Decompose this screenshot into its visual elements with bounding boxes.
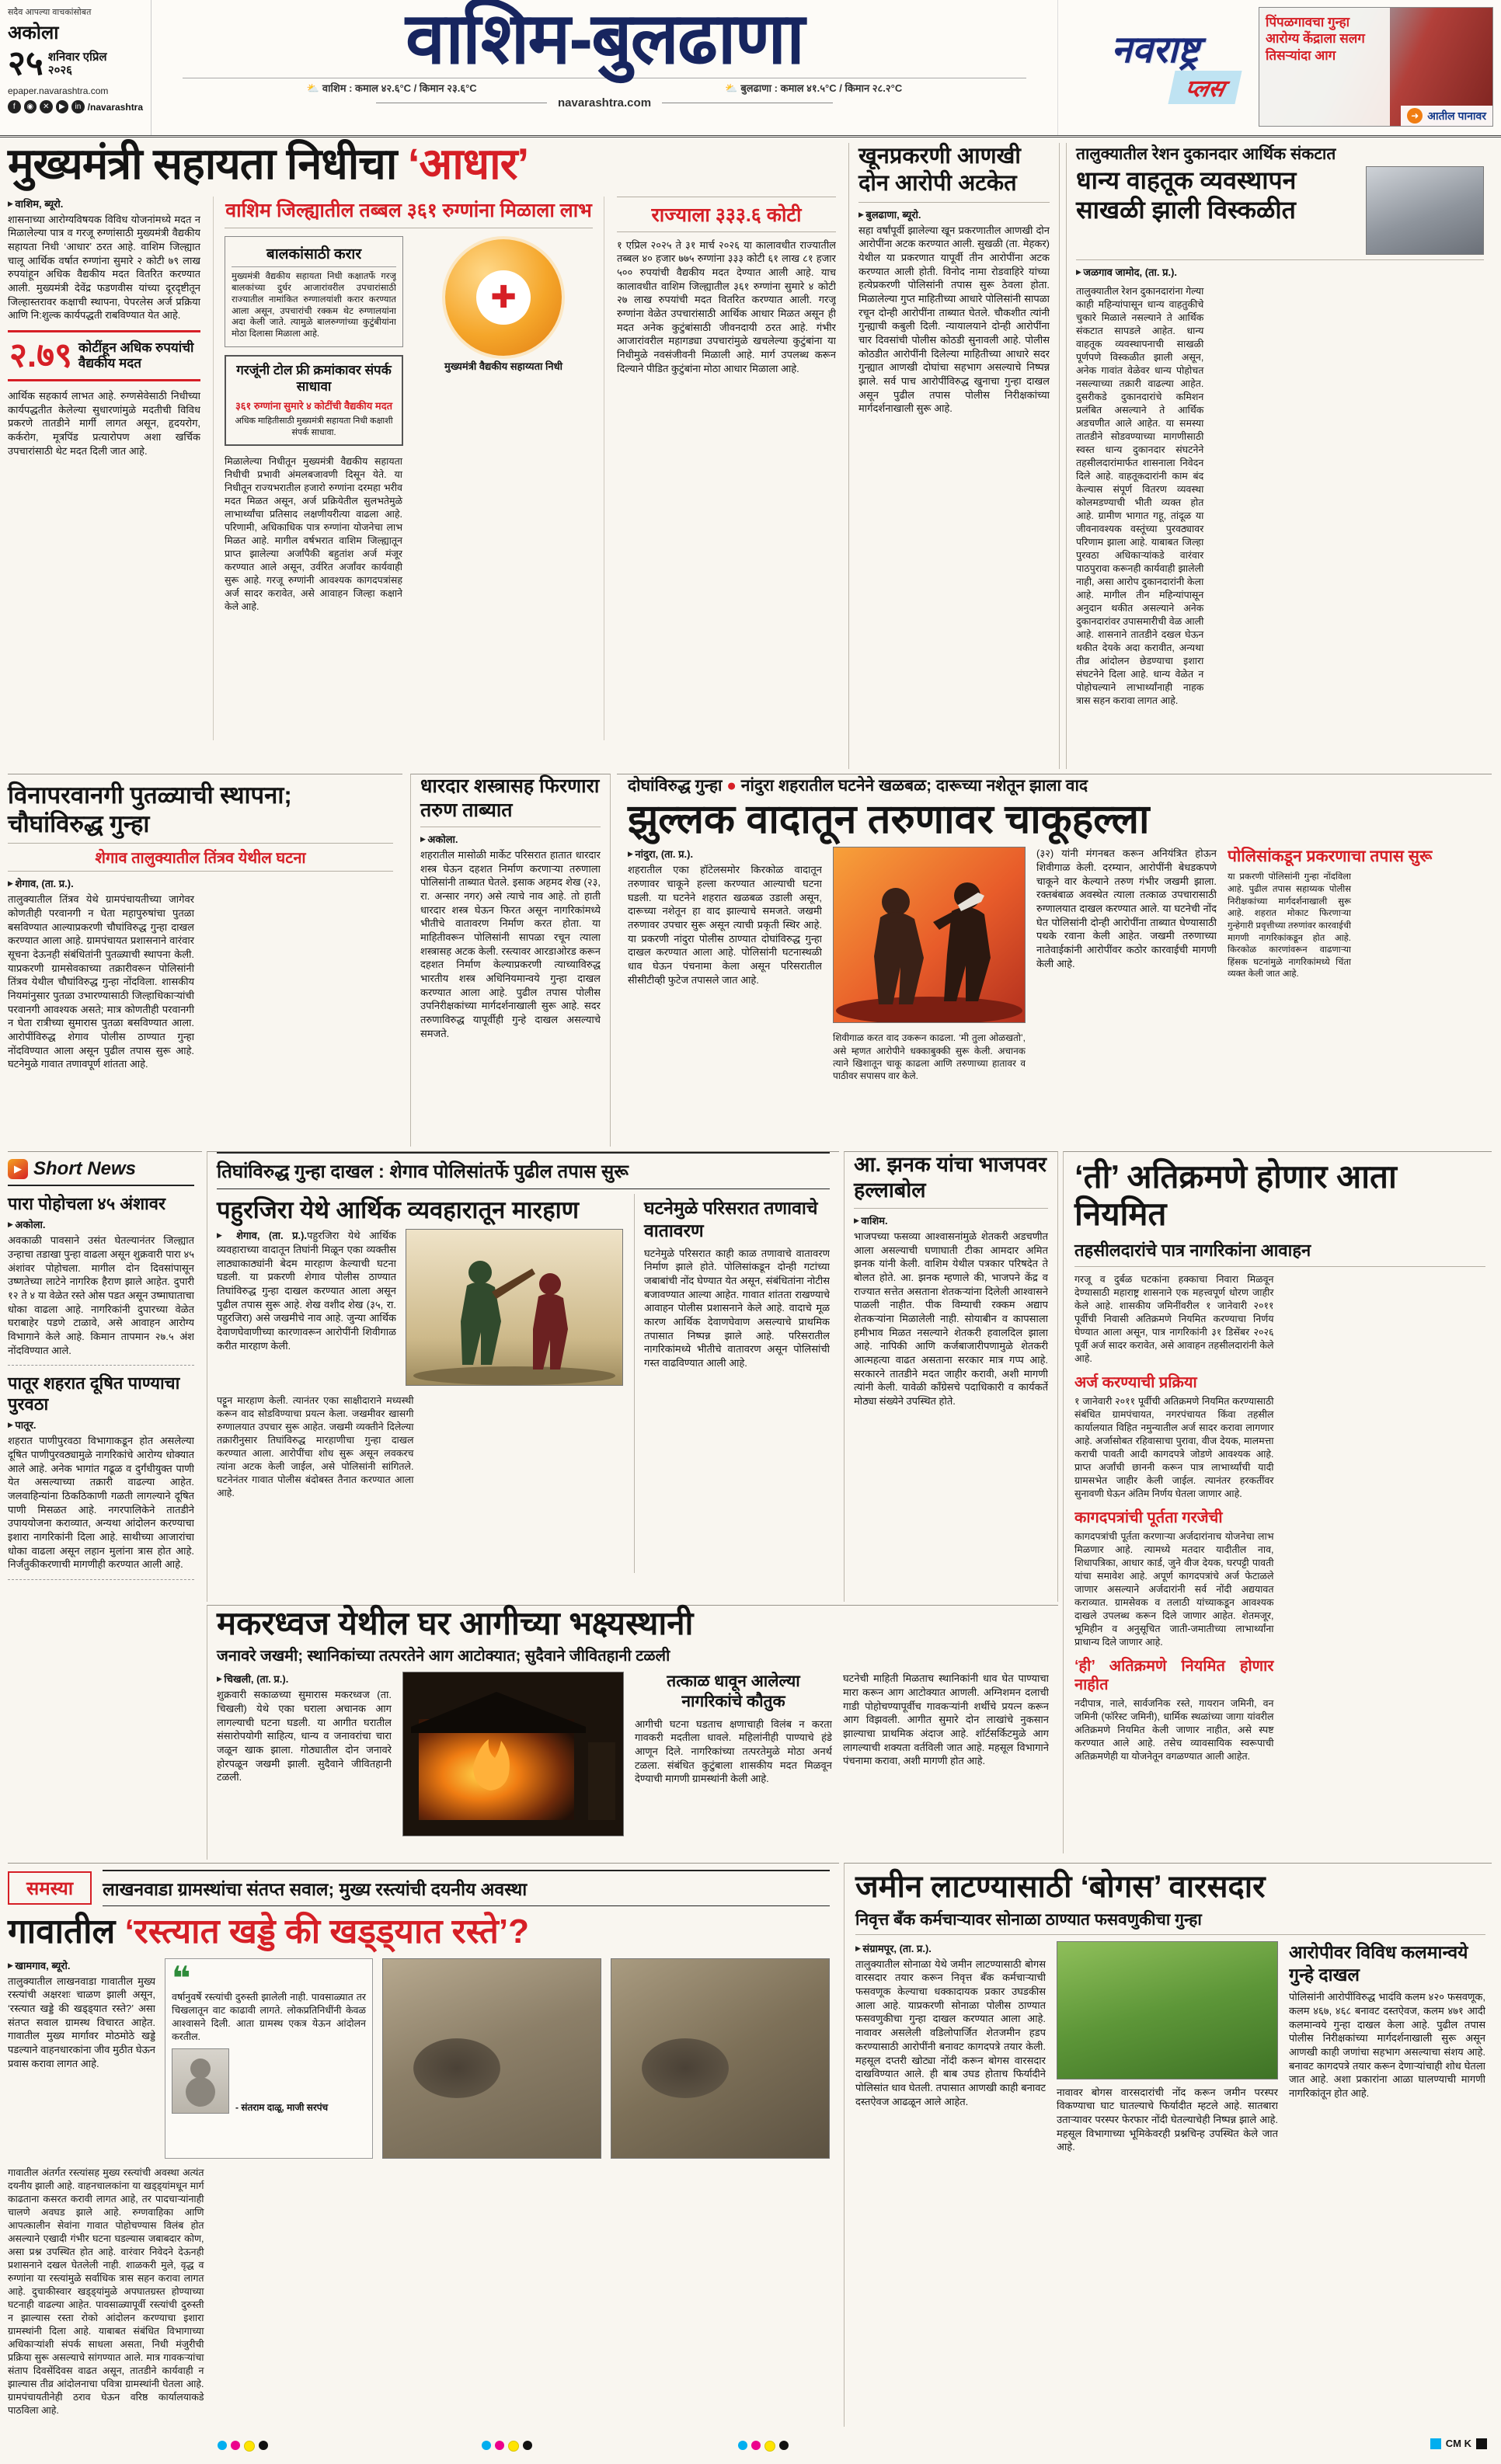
fire-col-2 <box>402 1672 624 1846</box>
article-weapon-youth <box>410 774 611 1147</box>
assault-main <box>217 1194 623 1573</box>
fire-col-4 <box>843 1672 1049 1846</box>
date <box>8 44 143 82</box>
medical-cross-icon: ✚ <box>476 270 531 325</box>
lead-col-1 <box>8 197 200 740</box>
cmyk-dots <box>218 2441 268 2452</box>
linkedin-icon[interactable]: in <box>71 100 85 113</box>
teaser-title: पिंपळगावचा गुन्हा आरोग्य केंद्राला सलग तिसऱ्यांदा आग <box>1259 8 1390 126</box>
bullet-icon: ● <box>726 777 737 795</box>
body-text: घटनेची माहिती मिळताच स्थानिकांनी धाव घेत पाण्याचा मारा करून आग आटोक्यात आणली. अग्निशमन दलाची गाडी पोहोचण्यापूर्वीच गावकऱ्यांनी शर्थीचे प्रयत्न करून आग विझवली. आगीत सुमारे दोन लाखांचे नुकसान झाल्याचा प्राथमिक अंदाज आहे. शॉर्टसर्किटमुळे आग लागल्याची शक्यता वर्तविली जात आहे. महसूल विभागाने पंचनामा करावा, अशी मागणी होत आहे. <box>843 1672 1049 1767</box>
lead-col-4 <box>617 197 836 740</box>
teaser-more[interactable] <box>1401 106 1492 126</box>
article-assault <box>207 1151 839 1602</box>
cyan-dot <box>482 2441 491 2450</box>
highlight-box <box>8 330 200 381</box>
article-knife-attack <box>617 774 1492 1147</box>
teaser-more-label: आतील पानावर <box>1427 109 1486 122</box>
body-text: या प्रकरणी पोलिसांनी गुन्हा नोंदविला आहे. पुढील तपास सहाय्यक पोलीस निरीक्षकांच्या मार्गदर्शनाखाली सुरू आहे. शहरात मोकाट फिरणाऱ्या गुन्हेगारी प्रवृत्तीच्या तरुणांवर कारवाईची मागणी नागरिकांकडून होत आहे. किरकोळ कारणांवरून वाढणाऱ्या हिंसक घटनांमुळे नागरिकांमध्ये चिंता व्यक्त केली जात आहे. <box>1228 872 1351 980</box>
article-subhead: जनावरे जखमी; स्थानिकांच्या तत्परतेने आग आटोक्यात; सुदैवाने जीवितहानी टळली <box>217 1648 670 1665</box>
roads-col-1 <box>8 1958 155 2159</box>
magenta-dot <box>751 2441 761 2450</box>
body-text: शहरातील एका हॉटेलसमोर किरकोळ वादातून तरुणावर चाकूने हल्ला करण्यात आल्याची घटना घडली. या घटनेने शहरात खळबळ उडाली असून, दारूच्या नशेतून हा वाद झाल्याचे समजते. जखमी तरुणावर उपचार सुरू असून त्याची प्रकृती स्थिर आहे. या प्रकरणी नांदुरा पोलीस ठाण्यात दोघांविरुद्ध गुन्हा दाखल करण्यात आला आहे. पोलिसांनी घटनास्थळी धाव घेऊन पंचनामा केला असून परिसरातील सीसीटीव्ही फुटेज तपासले जात आहे. <box>628 864 822 986</box>
article-headline: धारदार शस्त्रासह फिरणारा तरुण ताब्यात <box>420 775 600 821</box>
body-text: मिळालेल्या निधीतून मुख्यमंत्री वैद्यकीय सहायता निधीची प्रभावी अंमलबजावणी दिसून येते. या निधीतून राज्यभरातील हजारो रुग्णांना दरमहा भरीव मदत मिळत असून, अर्ज प्रक्रियेतील सुलभतेमुळे लाभार्थ्यांचा प्रतिसाद लक्षणीयरीत्या वाढला आहे. परिणामी, अधिकाधिक पात्र रुग्णांना योजनेचा लाभ मिळत आहे. मागील वर्षभरात वाशिम जिल्ह्यातून प्राप्त झालेल्या अर्जांपैकी बहुतांश अर्ज मंजूर करण्यात आले असून, उर्वरित अर्जांवर कार्यवाही सुरू आहे. गरजू रुग्णांनी आवश्यक कागदपत्रांसह अर्ज सादर करावेत, असे आवाहन जिल्हा कक्षाने केले आहे. <box>225 456 402 613</box>
weather-washim-text: वाशिम : कमाल ४२.६°C / किमान २३.६°C <box>322 82 477 94</box>
highlight-text: कोटींहून अधिक रुपयांची वैद्यकीय मदत <box>78 339 194 371</box>
magenta-dot <box>495 2441 504 2450</box>
weather-row <box>183 78 1026 95</box>
edition-name: अकोला <box>8 23 59 44</box>
cmyk-dots <box>482 2441 532 2452</box>
cyan-dot <box>218 2441 227 2450</box>
body-text: घटनेमुळे परिसरात काही काळ तणावाचे वातावरण निर्माण झाले होते. पोलिसांकडून दोन्ही गटांच्या जबाबांची नोंद घेण्यात येत असून, संबंधितांना नोटीस बजावण्यात आल्या आहेत. गावात शांतता राखण्याचे आवाहन पोलीस प्रशासनाने केले आहे. वादाचे मूळ कारण आर्थिक देवाणघेवाण असल्याचे प्राथमिक तपासात निष्पन्न झाले आहे. परिसरातील नागरिकांमध्ये भीतीचे वातावरण असून पोलिसांची गस्त वाढविण्यात आली आहे. <box>644 1247 830 1369</box>
body-text: पट्टून मारहाण केली. त्यानंतर एका साक्षीदाराने मध्यस्थी करून वाद सोडविण्याचा प्रयत्न केला. जखमीवर खासगी रुग्णालयात उपचार सुरू आहेत. जखमी व्यक्तीने दिलेल्या तक्रारीनुसार तिघांविरुद्ध मारहाणीचा गुन्हा दाखल करण्यात आला. आरोपींचा शोध सुरू असून लवकरच त्यांना अटक केली जाईल, असे पोलिसांनी सांगितले. घटनेनंतर गावात पोलीस बंदोबस्त तैनात करण्यात आला आहे. <box>217 1395 414 1499</box>
article-murder-arrests <box>848 143 1060 769</box>
fire-col-1 <box>217 1672 392 1846</box>
quote-card <box>165 1958 373 2159</box>
byline: ▶ संग्रामपूर, (ता. प्र.). <box>855 1941 1046 1955</box>
tollfree-note: अधिक माहितीसाठी मुख्यमंत्री सहायता निधी कक्षाशी संपर्क साधावा. <box>235 416 393 438</box>
yellow-dot <box>508 2441 519 2452</box>
fire-photo <box>402 1672 624 1836</box>
road-photo-2-wrap <box>611 1958 830 2159</box>
body-text: पोलिसांनी आरोपींविरुद्ध भादंवि कलम ४२० फसवणूक, कलम ४६७, ४६८ बनावट दस्तऐवज, कलम ४७१ आदी कलमान्वये गुन्हा दाखल केला आहे. पुढील तपास पोलीस निरीक्षकांच्या मार्गदर्शनाखाली सुरू असून आणखी काही जणांचा सहभाग असल्याचा संशय आहे. बनावट कागदपत्रे तयार करून देणाऱ्यांचाही शोध घेतला जात आहे. अशा प्रकारांना आळा घालण्याची मागणी नागरिकांतून होत आहे. <box>1289 1991 1485 2099</box>
knife-col-4 <box>1228 847 1484 1119</box>
social-row <box>8 100 143 113</box>
divider <box>1076 259 1484 260</box>
byline: ▶ चिखली, (ता. प्र.). <box>217 1672 392 1686</box>
article-headline: पारा पोहोचला ४५ अंशावर <box>8 1194 165 1213</box>
tagline: सदैव आपल्या वाचकांसोबत <box>8 8 92 17</box>
header-center <box>151 0 1057 135</box>
lead-headline <box>8 140 836 189</box>
weather-buldhana-text: बुलढाणा : कमाल ४१.५°C / किमान २८.२°C <box>740 82 903 94</box>
land-col-2 <box>1057 1941 1278 2376</box>
youtube-icon[interactable]: ▶ <box>56 100 69 113</box>
body-text: (३२) यांनी मंगनबत करून अनियंत्रित होऊन शिवीगाळ केली. दरम्यान, आरोपींनी बेधडकपणे चाकूने वार केल्याने तरुण गंभीर जखमी झाला. रक्तबंबाळ अवस्थेत त्याला तत्काळ उपचारासाठी रुग्णालयात दाखल करण्यात आले. या घटनेची नोंद घेत पोलिसांनी दोन्ही आरोपींना ताब्यात घेण्यासाठी पथके रवाना केली आहेत. जखमी तरुणाच्या नातेवाईकांनी आरोपींवर कठोर कारवाईची मागणी केली आहे. <box>1036 847 1217 969</box>
knife-attack-illustration <box>833 847 1026 1023</box>
article-headline: मकरध्वज येथील घर आगीच्या भक्ष्यस्थानी <box>217 1605 694 1641</box>
short-news-column <box>8 1151 202 1853</box>
magenta-dot <box>231 2441 240 2450</box>
article-headline: पातूर शहरात दूषित पाण्याचा पुरवठा <box>8 1373 180 1414</box>
fund-logo-caption: मुख्यमंत्री वैद्यकीय सहाय्यता निधी <box>444 360 562 372</box>
ration-meeting-photo <box>1366 166 1484 255</box>
quote-text: वर्षानुवर्षे रस्त्यांची दुरुस्ती झालेली नाही. पावसाळ्यात तर चिखलातून वाट काढावी लागते. लोकप्रतिनिधींनी केवळ आश्वासने दिली. आता ग्रामस्थ एकत्र येऊन आंदोलन करतील. <box>172 1992 366 2042</box>
body-paragraph: १ जानेवारी २०११ पूर्वीची अतिक्रमणे नियमित करण्यासाठी संबंधित ग्रामपंचायत, नगरपंचायत किंवा तहसील कार्यालयात विहित नमुन्यातील अर्ज सादर करावा लागणार आहे. अर्जासोबत रहिवासाचा पुरावा, वीज देयक, मालमत्ता कराची पावती आदी कागदपत्रे जोडणे आवश्यक आहे. प्राप्त अर्जांची छाननी करून पात्र लाभार्थ्यांची यादी ग्रामसभेत जाहीर केली जाईल. त्यानंतर हरकतींवर सुनावणी घेऊन अंतिम निर्णय घेतला जाणार आहे. <box>1074 1395 1274 1499</box>
black-square <box>1476 2438 1487 2449</box>
body-text: शासनाच्या आरोग्यविषयक विविध योजनांमध्ये मदत न मिळालेल्या पात्र व गरजू रुग्णांसाठी मुख्यमंत्री वैद्यकीय सहायता निधी ‘आधार’ ठरत आहे. वाशिम जिल्ह्यात चालू आर्थिक वर्षात रुग्णांना सुमारे २ कोटी ७९ लाख रुपयांहून अधिक वैद्यकीय मदत वितरित करण्यात आली. मुख्यमंत्री देवेंद्र फडणवीस यांच्या दूरदृष्टीतून जिल्हास्तरावर कक्षाची स्थापना, पेपरलेस अर्ज प्रक्रिया आणि नि:शुल्क कार्यपद्धती राबविण्यात येत आहे. <box>8 213 200 322</box>
body-paragraph: कागदपत्रांची पूर्तता करणाऱ्या अर्जदारांनाच योजनेचा लाभ मिळणार आहे. त्यामध्ये मतदार यादीतील नाव, शिधापत्रिका, आधार कार्ड, जुने वीज देयक, घरपट्टी पावती यांचा समावेश आहे. अपूर्ण कागदपत्रांचे अर्ज फेटाळले जाणार असल्याने अर्जदारांनी सर्व नोंदी अद्ययावत कराव्यात. ग्रामसेवक व तलाठी यांच्याकडून आवश्यक दाखले उपलब्ध करून दिले जाणार आहेत. शेतमजूर, भूमिहीन व अनुसूचित जाती-जमातीच्या लाभार्थ्यांना प्राधान्य दिले जाणार आहे. <box>1074 1530 1274 1648</box>
cyan-dot <box>738 2441 747 2450</box>
body-text: गावातील अंतर्गत रस्त्यांसह मुख्य रस्त्यांची अवस्था अत्यंत दयनीय झाली आहे. वाहनचालकांना या खड्ड्यांमधून मार्ग काढताना कसरत करावी लागत आहे, तर पादचाऱ्यांनाही चालणे अवघड झाले आहे. रुग्णवाहिका आणि आपत्कालीन सेवांना गावात पोहोचण्यास विलंब होत असल्याने एखादी गंभीर घटना घडल्यास जबाबदार कोण, असा प्रश्न उपस्थित होत आहे. वारंवार निवेदने देऊनही प्रशासनाने दखल घेतलेली नाही. शाळकरी मुले, वृद्ध व रुग्णांना या रस्त्यांमुळे सर्वाधिक त्रास सहन करावा लागत आहे. दुचाकीस्वार खड्ड्यांमुळे अपघातग्रस्त होण्याच्या घटनाही वाढल्या आहेत. पावसाळ्यापूर्वी रस्त्यांची दुरुस्ती न झाल्यास रस्ता रोको आंदोलन करण्याचा इशारा ग्रामस्थांनी दिला आहे. याबाबत संबंधित विभागाच्या अधिकाऱ्यांशी संपर्क साधला असता, निधी मंजुरीची प्रक्रिया सुरू असल्याचे सांगण्यात आले. मात्र गावकऱ्यांचा संताप दिवसेंदिवस वाढत असून, तातडीने कार्यवाही न झाल्यास तीव्र आंदोलनाचा पवित्रा ग्रामस्थांनी घेतला आहे. ग्रामपंचायतीनेही ठराव घेऊन वरिष्ठ कार्यालयाकडे पाठविला आहे. <box>8 2166 204 2416</box>
yellow-dot <box>764 2441 775 2452</box>
sub-article-headline: पोलिसांकडून प्रकरणाचा तपास सुरू <box>1228 847 1433 866</box>
karar-body: मुख्यमंत्री वैद्यकीय सहायता निधी कक्षातर्फे गरजू बालकांच्या दुर्धर आजारांवरील उपचारांसाठी राज्यातील नामांकित रुग्णालयांशी करार करण्यात आला असून, उपचारांची रक्कम थेट रुग्णालयांना अदा केली जाते. त्यामुळे बालरुग्णांच्या कुटुंबीयांना मोठा दिलासा मिळाला आहे. <box>232 271 396 339</box>
instagram-icon[interactable]: ◉ <box>24 100 37 113</box>
article-headline: विनापरवानगी पुतळ्याची स्थापना; चौघांविरुद्ध गुन्हा <box>8 781 292 838</box>
tollfree-title: गरजूंनी टोल फ्री क्रमांकावर संपर्क साधावा <box>236 363 392 394</box>
article-ration-supply <box>1066 143 1492 769</box>
body-text: आर्थिक सहकार्य लाभत आहे. रुग्णसेवेसाठी निधीच्या कार्यपद्धतीत केलेल्या सुधारणांमुळे मदतीची विविध प्रकरणे तातडीने मार्गी लागत असून, हृदयरोग, कर्करोग, मूत्रपिंड प्रत्यारोपण अशा खर्चिक उपचारांसाठी थेट मदत दिली जात आहे. <box>8 390 200 457</box>
kicker-label: दोघांविरुद्ध गुन्हा <box>628 777 723 795</box>
section-title: कागदपत्रांची पूर्तता गरजेची <box>1074 1509 1223 1526</box>
weather-buldhana <box>725 81 902 95</box>
article-statue-case <box>8 774 402 1147</box>
lead-col-mid <box>213 197 604 740</box>
masthead-title: वाशिम-बुलढाणा <box>406 0 803 78</box>
byline: ▶ बुलढाणा, ब्यूरो. <box>858 207 1050 221</box>
byline: ▶ वाशिम, ब्यूरो. <box>8 197 200 211</box>
article-lead <box>8 140 844 769</box>
sub-article-headline: घटनेमुळे परिसरात तणावाचे वातावरण <box>644 1198 818 1241</box>
article-kicker <box>628 774 1484 796</box>
play-icon: ▶ <box>8 1159 28 1179</box>
body-text: शहरात पाणीपुरवठा विभागाकडून होत असलेल्या दूषित पाणीपुरवठ्यामुळे नागरिकांचे आरोग्य धोक्यात आले आहे. अनेक भागांत गढूळ व दुर्गंधीयुक्त पाणी येत असल्याच्या तक्रारी वाढल्या आहेत. जलवाहिन्यांना ठिकठिकाणी गळती लागल्याने दूषित पाणी मिसळत आहे. नगरपालिकेने तातडीने उपाययोजना कराव्यात, अन्यथा आंदोलन करण्याचा इशारा नागरिकांनी दिला आहे. साथीच्या आजारांचा धोका वाढला असून लहान मुलांना त्रास होत आहे. निर्जंतुकीकरणाची मागणीही करण्यात आली आहे. <box>8 1435 194 1571</box>
tollfree-box <box>225 355 403 446</box>
weather-icon: ⛅ <box>306 82 319 94</box>
byline: ▶ खामगाव, ब्यूरो. <box>8 1958 155 1972</box>
byline: ▶ अकोला. <box>8 1217 194 1231</box>
knife-col-1 <box>628 847 822 1119</box>
header-left <box>0 0 151 135</box>
article-headline: पहुरजिरा येथे आर्थिक व्यवहारातून मारहाण <box>217 1196 580 1223</box>
highlight-number: २.७९ <box>9 336 72 375</box>
strip-headline: लाखनवाडा ग्रामस्थांचा संतप्त सवाल; मुख्य रस्त्यांची दयनीय अवस्था <box>103 1870 830 1906</box>
short-news-title: Short News <box>33 1158 137 1179</box>
road-photo-1-wrap <box>382 1958 601 2159</box>
land-col-1 <box>855 1941 1046 2376</box>
teaser-promo[interactable] <box>1259 7 1493 127</box>
pothole-road-photo <box>382 1958 601 2159</box>
weather-washim <box>307 81 477 95</box>
fund-logo-circle <box>445 239 562 356</box>
body-text: १ एप्रिल २०२५ ते ३१ मार्च २०२६ या कालावधीत राज्यातील तब्बल ४० हजार ७७५ रुग्णांना ३३३ कोटी ६१ लाख ८१ हजार ५०० रुपयांची वैद्यकीय मदत देण्यात आली आहे. याच कालावधीत वाशिम जिल्ह्यातील ३६१ रुग्णांना सुमारे ४ कोटी २७ लाख रुपयांची मदत वितरित करण्यात आली. गरजू रुग्णांना वेळेत उपचारांसाठी आर्थिक आधार मिळत असून ही मदत अनेक कुटुंबांसाठी जीवनदायी ठरत आहे. गंभीर आजारांवरील महागड्या उपचारांमुळे खचलेल्या कुटुंबांना या निधीमुळे नवसंजीवनी मिळाली आहे. मार्ग उपलब्ध करून दिल्याने पीडित कुटुंबांना मोठा आधार मिळाला आहे. <box>617 238 836 374</box>
byline: ▶ पातूर. <box>8 1418 194 1432</box>
social-handle: /navarashtra <box>87 101 144 113</box>
date-rest: शनिवार एप्रिल २०२६ <box>47 50 107 77</box>
sarpanch-portrait <box>172 2048 229 2114</box>
karar-title: बालकांसाठी करार <box>232 243 396 267</box>
print-registration-marks <box>0 2434 1501 2461</box>
cmyk-dots <box>738 2441 789 2452</box>
knife-col-3 <box>1036 847 1217 1119</box>
problem-label: समस्या <box>8 1871 92 1905</box>
lead-subhead-right: राज्याला ३३३.६ कोटी <box>617 197 836 232</box>
quote-credit: - संतराम दाळू, माजी सरपंच <box>235 2101 329 2113</box>
sub-article-headline: आरोपीवर विविध कलमान्वये गुन्हे दाखल <box>1289 1941 1468 1985</box>
masthead-header <box>0 0 1501 137</box>
article-subhead: शेगाव तालुक्यातील तिंत्रव येथील घटना <box>8 843 393 872</box>
article-subhead: निवृत्त बँक कर्मचाऱ्यावर सोनाळा ठाण्यात फसवणुकीचा गुन्हा <box>855 1905 1485 1935</box>
quote-icon: ❝ <box>172 1959 191 1996</box>
body-text: भाजपच्या फसव्या आश्वासनांमुळे शेतकरी अडचणीत आला असल्याची घणाघाती टीका आमदार अमित झनक यांनी केली. वाशिम येथील पत्रकार परिषदेत ते बोलत होते. आ. झनक म्हणाले की, भाजपने केंद्र व राज्यात सत्तेत असताना शेतकऱ्यांना दिलेली आश्वासने पाळली नाहीत. पीक विम्याची रक्कम अद्याप शेतकऱ्यांना मिळालेली नाही. सोयाबीन व कापसाला हमीभाव मिळत नसल्याने शेतकरी हवालदिल झाला आहे. नापिकी आणि कर्जबाजारीपणामुळे शेतकरी आत्महत्या वाढत असताना सरकार मात्र गप्प आहे. सरकारने तातडीने मदत जाहीर करावी, अशी मागणी त्यांनी केली. यावेळी काँग्रेसचे पदाधिकारी व कार्यकर्ते मोठ्या संख्येने उपस्थित होते. <box>854 1230 1048 1407</box>
byline: ▶ शेगाव, (ता. प्र.). <box>217 1230 307 1241</box>
lead-headline-text: मुख्यमंत्री सहायता निधीचा <box>8 139 408 188</box>
website-row <box>151 96 1057 110</box>
headline-text: गावातील <box>8 1912 125 1951</box>
registration-mark <box>1430 2438 1487 2449</box>
sub-article-headline: तत्काळ धावून आलेल्या नागरिकांचे कौतुक <box>667 1672 800 1711</box>
fire-sub-article <box>635 1672 832 1846</box>
body-text: नावावर बोगस वारसदारांची नोंद करून जमीन परस्पर विकण्याचा घाट घातल्याचे फिर्यादीत म्हटले आहे. सातबारा उताऱ्यावर परस्पर फेरफार नोंदी घेतल्याचेही निष्पन्न झाले आहे. महसूल विभागाच्या भूमिकेवरही प्रश्नचिन्ह उपस्थित केले जात आहे. <box>1057 2086 1278 2153</box>
section-title: ‘ही’ अतिक्रमणे नियमित होणार नाहीत <box>1074 1657 1274 1693</box>
section-title: अर्ज करण्याची प्रक्रिया <box>1074 1373 1197 1391</box>
farm-land-photo <box>1057 1941 1278 2079</box>
headline-quote: ‘रस्त्यात खड्डे की खड्ड्यात रस्ते’? <box>124 1912 529 1951</box>
black-dot <box>523 2441 532 2450</box>
article-kicker: तालुक्यातील रेशन दुकानदार आर्थिक संकटात <box>1076 145 1336 163</box>
short-news-item <box>8 1366 194 1580</box>
body-text: सहा वर्षांपूर्वी झालेल्या खून प्रकरणातील आणखी दोन आरोपींना अटक करण्यात आली. सुखळी (ता. मेहकर) येथील या प्रकरणात यापूर्वी तीन आरोपींना अटक करण्यात आली होती. विनोद नामा रोडवाहिरे यांच्या हत्येप्रकरणी पोलिसांनी तपास सुरू ठेवला होता. मिळालेल्या गुप्त माहितीच्या आधारे पोलिसांनी सापळा रचून दोन्ही आरोपींना ताब्यात घेतले. चौकशीत त्यांनी गुन्ह्याची कबुली दिली. न्यायालयाने दोन्ही आरोपींना चार दिवसांची पोलीस कोठडी सुनावली आहे. पोलीस कोठडीत आरोपींनी दिलेल्या माहितीच्या आधारे सदर गुन्ह्यात आणखी दोघांचा सहभाग असल्याचे निष्पन्न झाले. सर्व पाच आरोपींविरुद्ध खुनाचा गुन्हा दाखल असून पुढील तपास पोलीस निरीक्षकांच्या मार्गदर्शनाखाली सुरू आहे. <box>858 224 1050 415</box>
lead-subhead-left: वाशिम जिल्ह्यातील तब्बल ३६१ रुग्णांना मिळाला लाभ <box>225 197 593 228</box>
short-news-item <box>8 1186 194 1366</box>
article-headline: आ. झनक यांचा भाजपवर हल्लाबोल <box>854 1153 1047 1202</box>
tollfree-stats: ३६१ रुग्णांना सुमारे ४ कोटींची वैद्यकीय मदत <box>235 400 393 412</box>
damaged-road-photo <box>611 1958 830 2159</box>
website-link[interactable]: navarashtra.com <box>557 96 652 110</box>
article-jhanak-criticism <box>844 1151 1058 1602</box>
x-icon[interactable]: ✕ <box>40 100 53 113</box>
facebook-icon[interactable]: f <box>8 100 21 113</box>
land-sub-article <box>1289 1941 1485 2376</box>
body-text: तालुक्यातील सोनाळा येथे जमीन लाटण्यासाठी बोगस वारसदार तयार करून निवृत्त बँक कर्मचाऱ्याची फसवणूक केल्याचा धक्कादायक प्रकार उघडकीस आला आहे. याप्रकरणी सोनाळा पोलीस ठाण्यात फसवणुकीचा गुन्हा दाखल करण्यात आला आहे. नावावर असलेली वडिलोपार्जित शेतजमीन हडप करण्यासाठी आरोपींनी बनावट कागदपत्रे तयार केली. महसूल दप्तरी खोट्या नोंदी करून बोगस वारसदार दाखविण्यात आले. ही बाब उघड होताच फिर्यादीने पोलिसांत धाव घेतली. तपासात आणखी काही बनावट दस्तऐवज आढळून आले आहेत. <box>855 1958 1046 2107</box>
body-text: शुक्रवारी सकाळच्या सुमारास मकरध्वज (ता. चिखली) येथे एका घराला अचानक आग लागल्याची घटना घडली. या आगीत घरातील संसारोपयोगी साहित्य, धान्य व जनावरांचा चारा जळून खाक झाला. गोठ्यातील दोन जनावरे होरपळून जखमी झाली. सुदैवाने जीवितहानी टळली. <box>217 1689 392 1784</box>
registration-label: CM K <box>1445 2438 1471 2449</box>
body-paragraph: गरजू व दुर्बळ घटकांना हक्काचा निवारा मिळवून देण्यासाठी महाराष्ट्र शासनाने एक महत्त्वपूर्ण धोरण जाहीर केले आहे. शासकीय जमिनींवरील १ जानेवारी २०११ पूर्वीची निवासी अतिक्रमणे नियमित करण्याचा निर्णय घेण्यात आला असून, पात्र नागरिकांनी ३१ डिसेंबर २०२६ पूर्वी अर्ज सादर करावेत, असे आवाहन तहसीलदारांनी केले आहे. <box>1074 1273 1274 1364</box>
body-text <box>1074 1273 1485 1848</box>
article-headline: खूनप्रकरणी आणखी दोन आरोपी अटकेत <box>858 144 1021 196</box>
cyan-square <box>1430 2438 1441 2449</box>
byline: ▶ नांदुरा, (ता. प्र.). <box>628 847 822 861</box>
article-headline: जमीन लाटण्यासाठी ‘बोगस’ वारसदार <box>855 1870 1266 1904</box>
weather-icon: ⛅ <box>725 82 738 94</box>
article-headline: धान्य वाहतूक व्यवस्थापन साखळी झाली विस्कळीत <box>1076 166 1297 224</box>
cm-fund-logo <box>414 236 593 446</box>
short-news-header <box>8 1158 194 1186</box>
epaper-link[interactable]: epaper.navarashtra.com <box>8 85 109 96</box>
body-text: शिवीगाळ करत वाद उकरून काढला. ‘मी तुला ओळखतो’, असे म्हणत आरोपीने धक्काबुक्की सुरू केली. अचानक त्याने खिशातून चाकू काढला आणि तरुणाच्या हातावर व पाठीवर सपासप वार केले. <box>833 1032 1026 1082</box>
body-text: तालुक्यातील रेशन दुकानदारांना गेल्या काही महिन्यांपासून धान्य वाहतुकीचे चुकारे मिळाले नसल्याने ते आर्थिक संकटात सापडले आहेत. धान्य वाहतूक व्यवस्थापनाची साखळी पूर्णपणे विस्कळीत झाली असून, अनेक गावांत वेळेवर धान्य पोहोचत नसल्याच्या तक्रारी वाढल्या आहेत. दुसरीकडे दुकानदारांचे कमिशन प्रलंबित असल्याने ते आर्थिक अडचणीत आले आहेत. या समस्या तातडीने सोडवण्याच्या मागणीसाठी स्वस्त धान्य दुकानदार संघटनेने तहसीलदारांमार्फत शासनाला निवेदन दिले आहे. वाहतूकदारांनी काम बंद केल्यास संपूर्ण वितरण व्यवस्था कोलमडण्याची भीती व्यक्त होत आहे. ग्रामीण भागात गहू, तांदूळ या जीवनावश्यक वस्तूंच्या पुरवठ्यावर परिणाम झाला आहे. याबाबत जिल्हा पुरवठा अधिकाऱ्यांकडे वारंवार पाठपुरावा करूनही कार्यवाही झालेली नाही, असा आरोप दुकानदारांनी केला आहे. मागील तीन महिन्यांपासून अनुदान थकीत असल्याने अनेक दुकानदारांवर उपासमारीची वेळ आली आहे. शासनाने तातडीने दखल घेऊन थकीत देयके अदा करावीत, अन्यथा तीव्र आंदोलन छेडण्याचा इशारा संघटनेने दिला आहे. धान्य वेळेत न पोहोचल्याने लाभार्थ्यांनाही नाहक त्रास सहन करावा लागत आहे. <box>1076 286 1204 706</box>
kicker-text: नांदुरा शहरातील घटनेने खळबळ; दारूच्या नशेतून झाला वाद <box>740 777 1088 795</box>
byline: ▶ जळगाव जामोद, (ता. प्र.). <box>1076 265 1484 279</box>
arrow-icon: ➜ <box>1407 108 1423 124</box>
knife-col-2 <box>833 847 1026 1119</box>
yellow-dot <box>244 2441 255 2452</box>
body-text: पहुरजिरा येथे आर्थिक व्यवहाराच्या वादातून तिघांनी मिळून एका व्यक्तीस लाठ्याकाठ्यांनी बेदम मारहाण केल्याची घटना घडली. या प्रकरणी शेगाव पोलीस ठाण्यात तिघांविरुद्ध गुन्हा दाखल करण्यात आला असून पुढील तपास सुरू आहे. शेख वशीद शेख (३५, रा. पहुरजिरा) असे जखमीचे नाव आहे. जुन्या आर्थिक देवाणघेवाणीच्या कारणावरून आरोपींनी शिवीगाळ करीत मारहाण केली. <box>217 1230 396 1352</box>
article-land-fraud <box>844 1863 1492 2427</box>
brand-logo <box>1057 0 1252 135</box>
tension-sub-article <box>634 1194 830 1573</box>
date-day: २५ <box>8 44 44 82</box>
divider <box>858 202 1050 203</box>
lead-headline-quote: ‘आधार’ <box>407 139 529 188</box>
brand-plus-badge: प्लस <box>1168 71 1242 104</box>
byline: ▶ अकोला. <box>420 832 601 846</box>
body-text: तालुक्यातील तिंत्रव येथे ग्रामपंचायतीच्या जागेवर कोणतीही परवानगी न घेता महापुरुषांचा पुतळा बसविण्यात आल्याप्रकरणी चौघांविरुद्ध गुन्हा दाखल करण्यात आला आहे. ग्रामपंचायत प्रशासनाने वारंवार सूचना देऊनही संबंधितांनी पुतळ्याची स्थापना केली. याप्रकरणी ग्रामसेवकाच्या तक्रारीवरून पोलिसांनी तिंत्रव येथील चौघांविरुद्ध गुन्हा नोंदविला. शासकीय नियमांनुसार पुतळा उभारण्यासाठी जिल्हाधिकाऱ्यांची परवानगी आवश्यक असते; मात्र कोणतीही परवानगी न घेता रात्रीच्या सुमारास पुतळा बसविण्यात आला. आरोपींविरुद्ध शेगाव पोलीस ठाण्यात गुन्हा नोंदविण्यात आला असून पुढील तपास सुरू आहे. घटनेमुळे गावात तणावपूर्ण शांतता आहे. <box>8 893 194 1070</box>
black-dot <box>259 2441 268 2450</box>
byline: ▶ शेगाव, (ता. प्र.). <box>8 876 393 890</box>
fight-illustration <box>406 1229 623 1386</box>
article-subhead: तहसीलदारांचे पात्र नागरिकांना आवाहन <box>1074 1234 1485 1267</box>
lead-mid-left <box>225 236 403 446</box>
body-text: तालुक्यातील लाखनवाडा गावातील मुख्य रस्त्यांची अक्षरशः चाळण झाली असून, ‘रस्त्यात खड्डे की खड्ड्यात रस्ते?’ असा संतप्त सवाल ग्रामस्थ विचारत आहेत. गावातील मुख्य मार्गावर मोठमोठे खड्डे पडल्याने वाहनधारकांना जीव मुठीत घेऊन प्रवास करावा लागत आहे. <box>8 1975 155 2069</box>
body-text: अवकाळी पावसाने उसंत घेतल्यानंतर जिल्ह्यात उन्हाचा तडाखा पुन्हा वाढला असून शुक्रवारी पारा ४५ अंशांवर पोहोचला. मागील दोन दिवसांपासून उष्णतेच्या लाटेने नागरिक हैराण झाले आहेत. दुपारी १२ ते ४ या वेळेत रस्ते ओस पडत असून उष्माघाताचा धोका वाढला आहे. नागरिकांनी दुपारच्या वेळेत घराबाहेर पडणे टाळावे, असे आवाहन आरोग्य विभागाने केले आहे. किमान तापमान २७.५ अंश नोंदविण्यात आले. <box>8 1234 194 1356</box>
karar-box <box>225 236 403 348</box>
divider <box>854 1208 1048 1209</box>
body-text: शहरातील मासोळी मार्केट परिसरात हातात धारदार शस्त्र घेऊन दहशत निर्माण करणाऱ्या तरुणाला पोलिसांनी ताब्यात घेतले. इसाक अहमद शेख (२३, रा. अन्सार नगर) असे त्याचे नाव आहे. तो हाती धारदार शस्त्र घेऊन फिरत असून नागरिकांमध्ये भीतीचे वातावरण निर्माण करत होता. या माहितीवरून पोलिसांनी सापळा रचून त्याला शस्त्रासह अटक केली. रस्त्यावर आरडाओरड करून दहशत निर्माण केल्याप्रकरणी त्याच्याविरुद्ध भारतीय शस्त्र अधिनियमान्वये गुन्हा दाखल करण्यात आला आहे. पुढील तपास पोलीस उपनिरीक्षकांच्या मार्गदर्शनाखाली सुरू आहे. सदर तरुणाविरुद्ध यापूर्वीही गुन्हे दाखल असल्याचे समजते. <box>420 849 601 1039</box>
article-headline: ‘ती’ अतिक्रमणे होणार आता नियमित <box>1074 1158 1397 1233</box>
body-text: आगीची घटना घडताच क्षणाचाही विलंब न करता गावकरी मदतीला धावले. महिलांनीही पाण्याचे हंडे आणून दिले. नागरिकांच्या तत्परतेमुळे मोठा अनर्थ टळला. संबंधित कुटुंबाला शासकीय मदत मिळवून देण्याची मागणी ग्रामस्थांनी केली आहे. <box>635 1717 832 1785</box>
brand-name: नवराष्ट्र <box>1111 29 1200 71</box>
article-headline <box>8 1912 830 1952</box>
article-encroachment-regularization <box>1063 1151 1492 1853</box>
black-dot <box>779 2441 789 2450</box>
byline: ▶ वाशिम. <box>854 1213 1048 1227</box>
body-paragraph: नदीपात्र, नाले, सार्वजनिक रस्ते, गायरान जमिनी, वन जमिनी (फॉरेस्ट जमिनी), धार्मिक स्थळांच्या जागा यांवरील अतिक्रमणे नियमित केली जाणार नाहीत, असे स्पष्ट करण्यात आले आहे. तसेच व्यावसायिक स्वरूपाची अतिक्रमणेही या योजनेतून वगळण्यात आली आहेत. <box>1074 1697 1274 1762</box>
body-text <box>217 1229 396 1388</box>
article-house-fire <box>207 1605 1058 1860</box>
strip-headline: तिघांविरुद्ध गुन्हा दाखल : शेगाव पोलिसांतर्फे पुढील तपास सुरू <box>217 1152 830 1189</box>
article-village-roads <box>8 1863 839 2427</box>
article-headline: झुल्लक वादातून तरुणावर चाकूहल्ला <box>628 797 1150 842</box>
